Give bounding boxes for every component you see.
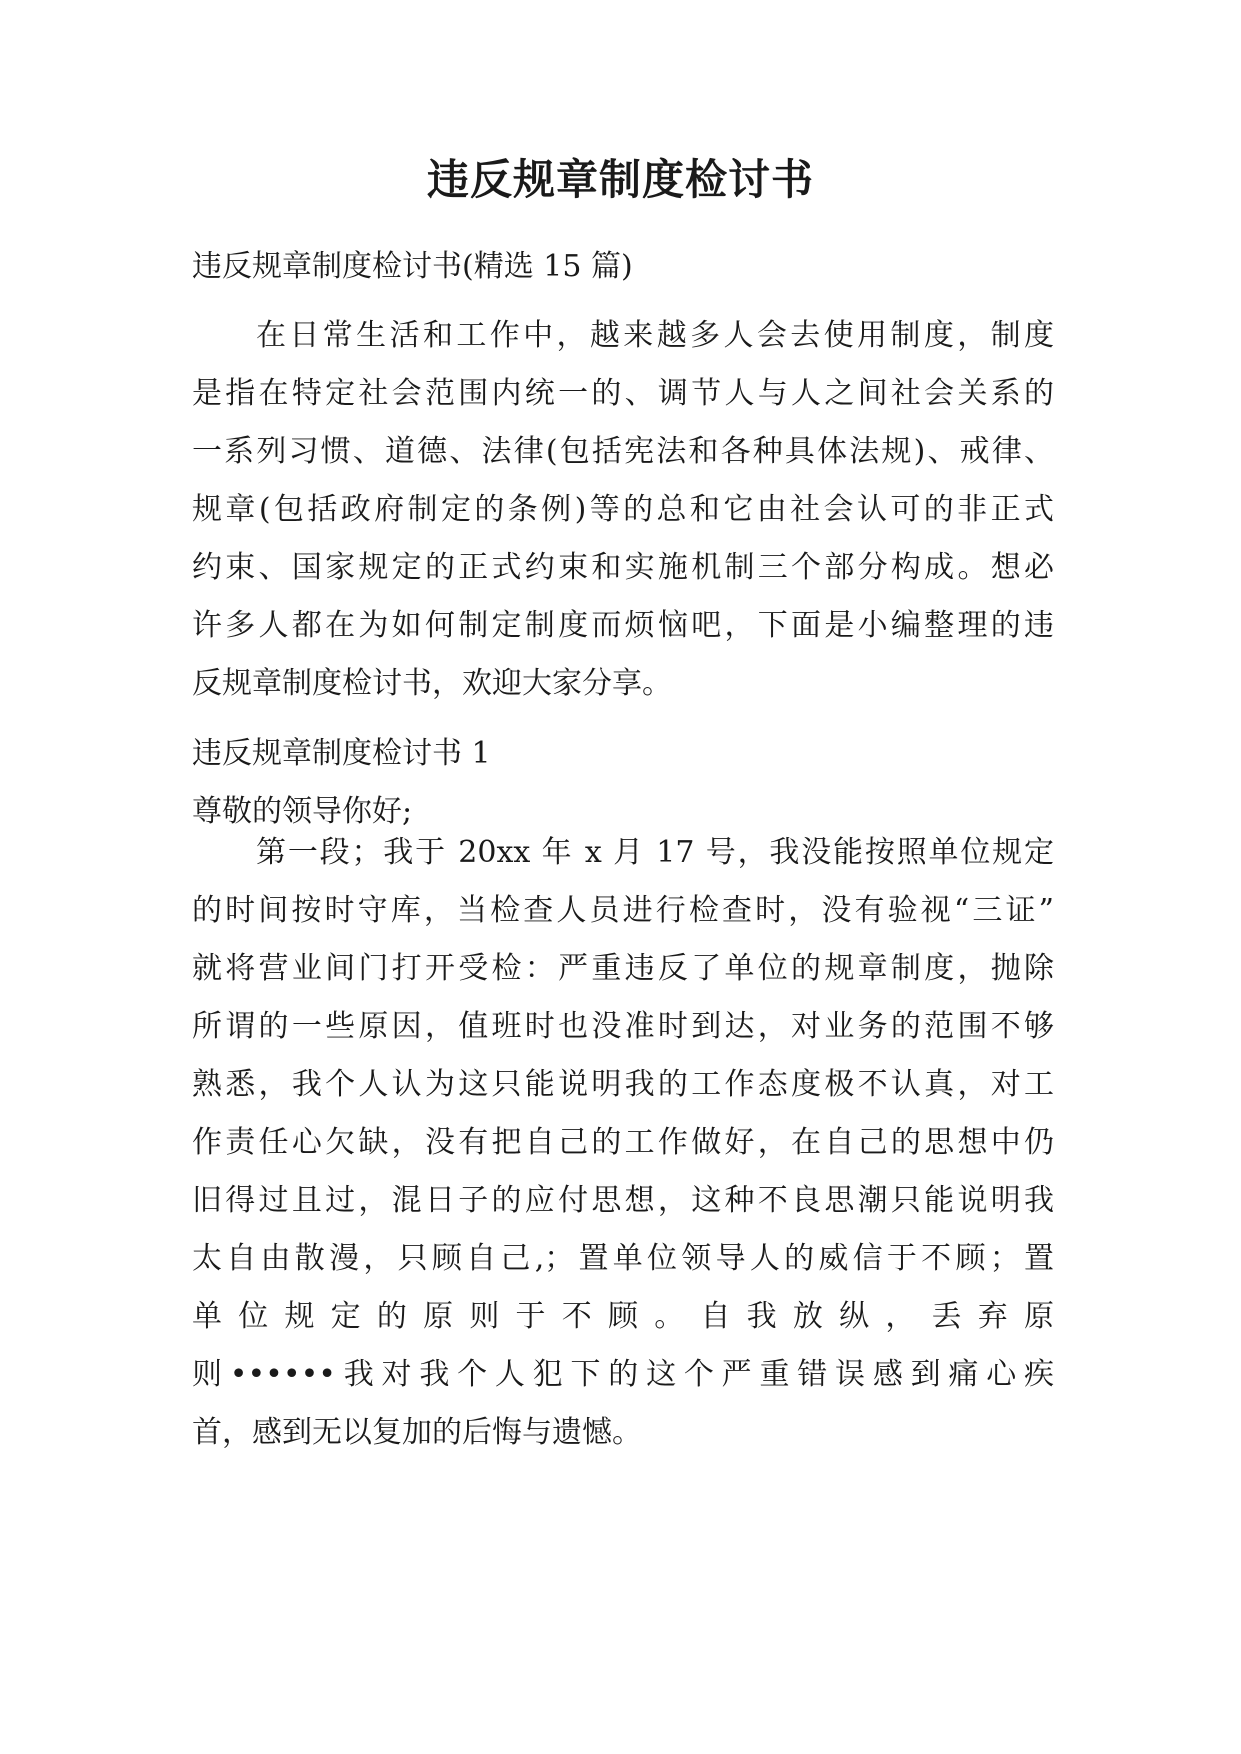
section1-line: 就将营业间门打开受检：严重违反了单位的规章制度，抛除 <box>192 951 1054 986</box>
section1-line: 所谓的一些原因，值班时也没准时到达，对业务的范围不够 <box>192 1009 1054 1044</box>
document-title: 违反规章制度检讨书 <box>426 155 814 204</box>
section1-line: 的时间按时守库，当检查人员进行检查时，没有验视“三证” <box>192 893 1054 928</box>
section1-line: 作责任心欠缺，没有把自己的工作做好，在自己的思想中仍 <box>192 1125 1054 1160</box>
section1-line: 则••••••我对我个人犯下的这个严重错误感到痛心疾 <box>192 1357 1054 1392</box>
section1-line: 太自由散漫，只顾自己,；置单位领导人的威信于不顾；置 <box>192 1241 1054 1276</box>
intro-line: 反规章制度检讨书，欢迎大家分享。 <box>192 666 672 701</box>
intro-line: 在日常生活和工作中，越来越多人会去使用制度，制度 <box>256 318 1054 353</box>
intro-line: 规章(包括政府制定的条例)等的总和它由社会认可的非正式 <box>192 492 1054 527</box>
subtitle-block <box>192 238 1054 296</box>
intro-line: 许多人都在为如何制定制度而烦恼吧，下面是小编整理的违 <box>192 608 1054 643</box>
section1-paragraph <box>192 824 1054 1462</box>
document-subtitle: 违反规章制度检讨书(精选 15 篇) <box>192 249 633 284</box>
section1-line: 首，感到无以复加的后悔与遗憾。 <box>192 1415 642 1450</box>
greeting: 尊敬的领导你好; <box>192 794 413 829</box>
intro-paragraph <box>192 307 1054 713</box>
intro-line: 是指在特定社会范围内统一的、调节人与人之间社会关系的 <box>192 376 1054 411</box>
section1-line: 旧得过且过，混日子的应付思想，这种不良思潮只能说明我 <box>192 1183 1054 1218</box>
section1-line: 第一段；我于 20xx 年 x 月 17 号，我没能按照单位规定 <box>256 835 1054 870</box>
intro-line: 一系列习惯、道德、法律(包括宪法和各种具体法规)、戒律、 <box>192 434 1054 469</box>
intro-line: 约束、国家规定的正式约束和实施机制三个部分构成。想必 <box>192 550 1054 585</box>
section1-line: 单位规定的原则于不顾。自我放纵，丢弃原 <box>192 1299 1054 1334</box>
section1-line: 熟悉，我个人认为这只能说明我的工作态度极不认真，对工 <box>192 1067 1054 1102</box>
section-heading: 违反规章制度检讨书 1 <box>192 736 491 771</box>
